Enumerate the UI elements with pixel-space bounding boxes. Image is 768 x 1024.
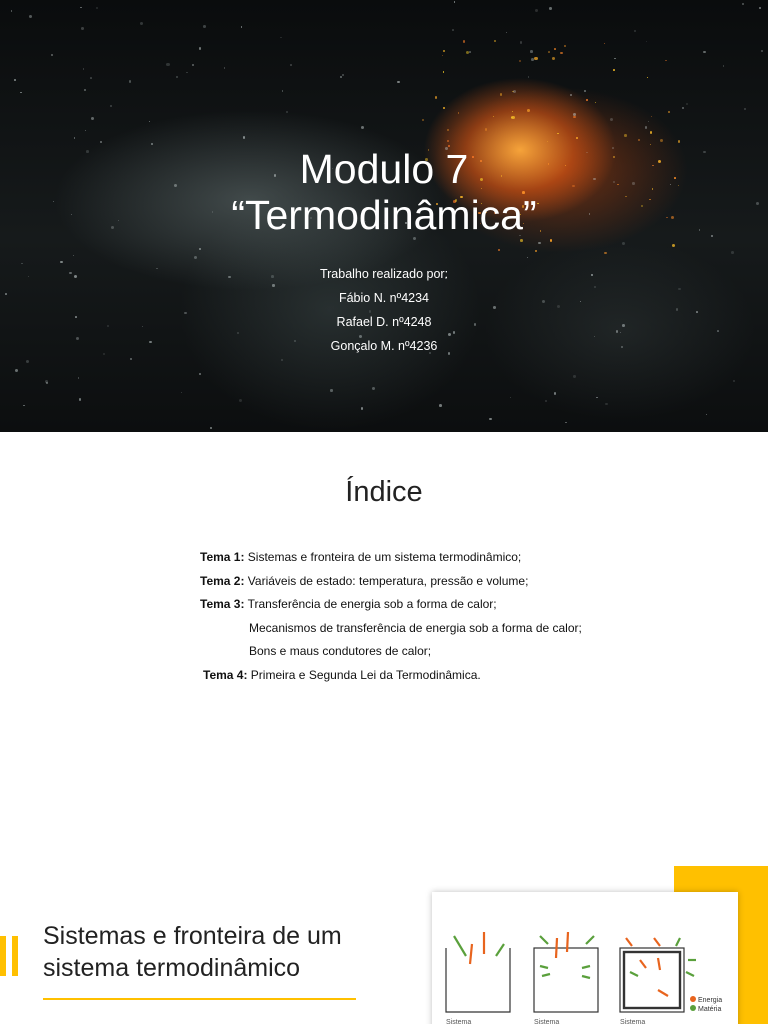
spark-particle	[531, 58, 534, 61]
module-subtitle: “Termodinâmica”	[231, 192, 537, 238]
spark-particle	[610, 118, 613, 121]
spark-particle	[372, 387, 375, 390]
diagram-system-label: Sistema	[620, 1019, 646, 1024]
spark-particle	[554, 48, 556, 50]
section-heading-line: Sistemas e fronteira de um	[43, 922, 342, 950]
spark-particle	[604, 252, 606, 254]
index-item	[200, 593, 582, 617]
spark-particle	[469, 51, 471, 53]
spark-particle	[443, 71, 445, 73]
spark-particle	[650, 131, 652, 133]
spark-particle	[528, 76, 529, 77]
spark-particle	[342, 74, 344, 76]
diagram-system-label: Sistema	[534, 1019, 560, 1024]
energy-legend-icon	[690, 996, 696, 1002]
spark-particle	[706, 414, 707, 415]
spark-particle	[723, 65, 725, 67]
spark-particle	[506, 32, 507, 33]
index-item	[200, 664, 582, 688]
spark-particle	[538, 242, 541, 245]
spark-particle	[454, 1, 456, 3]
spark-particle	[340, 76, 342, 78]
spark-particle	[199, 373, 201, 375]
spark-particle	[557, 133, 558, 134]
spark-particle	[564, 45, 566, 47]
legend-matter-label: Matéria	[698, 1006, 722, 1013]
spark-particle	[493, 116, 495, 118]
spark-particle	[638, 139, 640, 141]
spark-particle	[595, 102, 596, 103]
spark-particle	[530, 50, 533, 53]
spark-particle	[14, 79, 16, 81]
legend-energy-label: Energia	[698, 997, 723, 1004]
diagram-system-label: Sistema	[446, 1019, 472, 1024]
spark-particle	[439, 404, 442, 407]
matter-legend-icon	[690, 1005, 696, 1011]
spark-particle	[282, 90, 284, 92]
spark-particle	[703, 51, 706, 54]
spark-particle	[194, 256, 197, 259]
author-name: Gonçalo M. nº4236	[330, 339, 438, 353]
spark-particle	[442, 55, 443, 56]
spark-particle	[452, 29, 454, 31]
spark-particle	[80, 7, 81, 8]
spark-particle	[650, 144, 652, 146]
spark-particle	[96, 7, 99, 10]
spark-particle	[622, 242, 625, 245]
spark-particle	[535, 9, 538, 12]
index-list	[200, 546, 582, 687]
spark-particle	[51, 54, 53, 56]
theme-label: Tema 2:	[200, 573, 245, 588]
spark-particle	[90, 77, 92, 79]
spark-particle	[534, 57, 537, 60]
spark-particle	[552, 57, 555, 60]
spark-particle	[447, 129, 448, 130]
spark-particle	[29, 15, 32, 18]
spark-particle	[140, 22, 143, 25]
index-item	[200, 570, 582, 594]
spark-particle	[742, 3, 744, 5]
spark-particle	[241, 26, 242, 27]
spark-particle	[613, 69, 615, 71]
spark-particle	[512, 111, 513, 112]
isolated-system-diagram	[620, 938, 696, 1024]
spark-particle	[463, 40, 465, 42]
spark-particle	[576, 137, 578, 139]
credits-heading: Trabalho realizado por:	[319, 267, 449, 281]
spark-particle	[634, 30, 636, 32]
spark-particle	[20, 92, 22, 94]
spark-particle	[548, 51, 550, 53]
spark-particle	[239, 399, 242, 402]
theme-text: Variáveis de estado: temperatura, pressão e volume;	[244, 573, 529, 588]
spark-particle	[176, 76, 178, 78]
spark-particle	[422, 119, 424, 121]
spark-particle	[85, 130, 86, 131]
spark-particle	[81, 27, 84, 30]
spark-particle	[243, 136, 246, 139]
spark-particle	[74, 137, 76, 139]
systems-diagram	[432, 892, 738, 1024]
spark-particle	[513, 90, 516, 93]
spark-particle	[280, 37, 282, 39]
spark-particle	[290, 64, 292, 66]
spark-particle	[527, 109, 530, 112]
spark-particle	[281, 359, 283, 361]
spark-particle	[443, 107, 445, 109]
spark-particle	[91, 117, 94, 120]
spark-particle	[129, 80, 131, 82]
module-title: Modulo 7	[299, 146, 469, 192]
spark-particle	[519, 60, 521, 62]
spark-particle	[26, 360, 29, 363]
spark-particle	[110, 105, 112, 107]
spark-particle	[203, 25, 206, 28]
spark-particle	[130, 358, 132, 360]
spark-particle	[744, 108, 746, 110]
theme-text: Sistemas e fronteira de um sistema termodinâmico;	[244, 550, 522, 564]
spark-particle	[682, 107, 684, 109]
spark-particle	[648, 121, 649, 122]
spark-particle	[573, 116, 575, 118]
spark-particle	[166, 63, 169, 66]
spark-particle	[498, 249, 500, 251]
spark-particle	[604, 43, 606, 45]
accent-bars	[0, 936, 20, 976]
spark-particle	[596, 397, 597, 398]
spark-particle	[181, 392, 182, 393]
spark-particle	[511, 116, 514, 119]
spark-particle	[149, 121, 150, 122]
spark-particle	[761, 50, 763, 52]
theme-label: Tema 4:	[203, 667, 248, 682]
spark-particle	[660, 139, 663, 142]
systems-slide	[0, 864, 768, 1024]
spark-particle	[535, 250, 536, 251]
spark-particle	[550, 239, 552, 241]
credits	[0, 262, 768, 358]
spark-particle	[11, 10, 12, 11]
spark-particle	[624, 134, 627, 137]
theme-text: Bons e maus condutores de calor;	[249, 644, 432, 658]
spark-particle	[665, 60, 667, 62]
spark-particle	[651, 116, 653, 118]
theme-label: Tema 1:	[200, 550, 245, 564]
spark-particle	[84, 89, 87, 92]
spark-particle	[549, 7, 552, 10]
spark-particle	[435, 96, 437, 98]
spark-particle	[560, 52, 562, 54]
spark-particle	[547, 141, 548, 142]
diagram-legend	[690, 996, 722, 1013]
spark-particle	[330, 389, 332, 391]
spark-particle	[500, 93, 502, 95]
index-title: Índice	[345, 476, 423, 508]
spark-particle	[192, 64, 194, 66]
spark-particle	[647, 77, 648, 78]
spark-particle	[361, 126, 364, 129]
spark-particle	[614, 58, 615, 59]
spark-particle	[668, 111, 670, 113]
section-heading	[43, 920, 342, 984]
closed-system-diagram	[534, 932, 598, 1024]
spark-particle	[447, 140, 450, 143]
spark-particle	[23, 405, 25, 407]
spark-particle	[458, 112, 459, 113]
author-name: Fábio N. nº4234	[338, 291, 430, 305]
index-subitem	[200, 640, 582, 664]
spark-particle	[672, 244, 675, 247]
spark-particle	[361, 407, 364, 410]
index-slide	[0, 432, 768, 864]
spark-particle	[224, 67, 225, 68]
index-subitem	[200, 617, 582, 641]
spark-particle	[199, 248, 201, 250]
open-system-diagram	[446, 932, 510, 1024]
spark-particle	[527, 257, 528, 258]
spark-particle	[605, 403, 607, 405]
section-heading-line: sistema termodinâmico	[43, 954, 301, 982]
spark-particle	[586, 99, 588, 101]
spark-particle	[645, 126, 648, 129]
spark-particle	[686, 103, 688, 105]
spark-particle	[565, 422, 566, 423]
spark-particle	[520, 239, 523, 242]
spark-particle	[397, 81, 399, 83]
spark-particle	[573, 113, 576, 116]
theme-text: Mecanismos de transferência de energia sob a forma de calor;	[249, 620, 582, 635]
spark-particle	[494, 40, 496, 42]
spark-particle	[100, 141, 102, 143]
spark-particle	[78, 377, 79, 378]
theme-text: Transferência de energia sob a forma de calor;	[244, 597, 497, 611]
spark-particle	[759, 7, 761, 9]
spark-particle	[199, 47, 202, 50]
spark-particle	[443, 50, 445, 52]
title-slide	[0, 0, 768, 432]
spark-particle	[520, 41, 523, 44]
spark-particle	[731, 251, 734, 254]
spark-particle	[646, 41, 647, 42]
spark-particle	[83, 68, 84, 69]
spark-particle	[573, 375, 575, 377]
spark-particle	[210, 427, 212, 429]
theme-text: Primeira e Segunda Lei da Termodinâmica.	[247, 667, 481, 682]
spark-particle	[584, 90, 586, 92]
slide-title	[0, 146, 768, 238]
spark-particle	[545, 400, 547, 402]
spark-particle	[286, 111, 288, 113]
spark-particle	[570, 94, 571, 95]
spark-particle	[73, 255, 75, 257]
spark-particle	[485, 128, 487, 130]
spark-particle	[186, 72, 187, 73]
theme-label: Tema 3:	[200, 597, 245, 611]
index-item	[200, 546, 582, 570]
spark-particle	[79, 398, 82, 401]
author-name: Rafael D. nº4248	[336, 315, 432, 329]
spark-particle	[678, 140, 681, 143]
spark-particle	[733, 380, 735, 382]
spark-particle	[554, 392, 556, 394]
spark-particle	[510, 397, 511, 398]
systems-diagram-card	[432, 892, 738, 1024]
spark-particle	[15, 369, 18, 372]
spark-particle	[489, 418, 491, 420]
heading-underline	[43, 998, 356, 1000]
